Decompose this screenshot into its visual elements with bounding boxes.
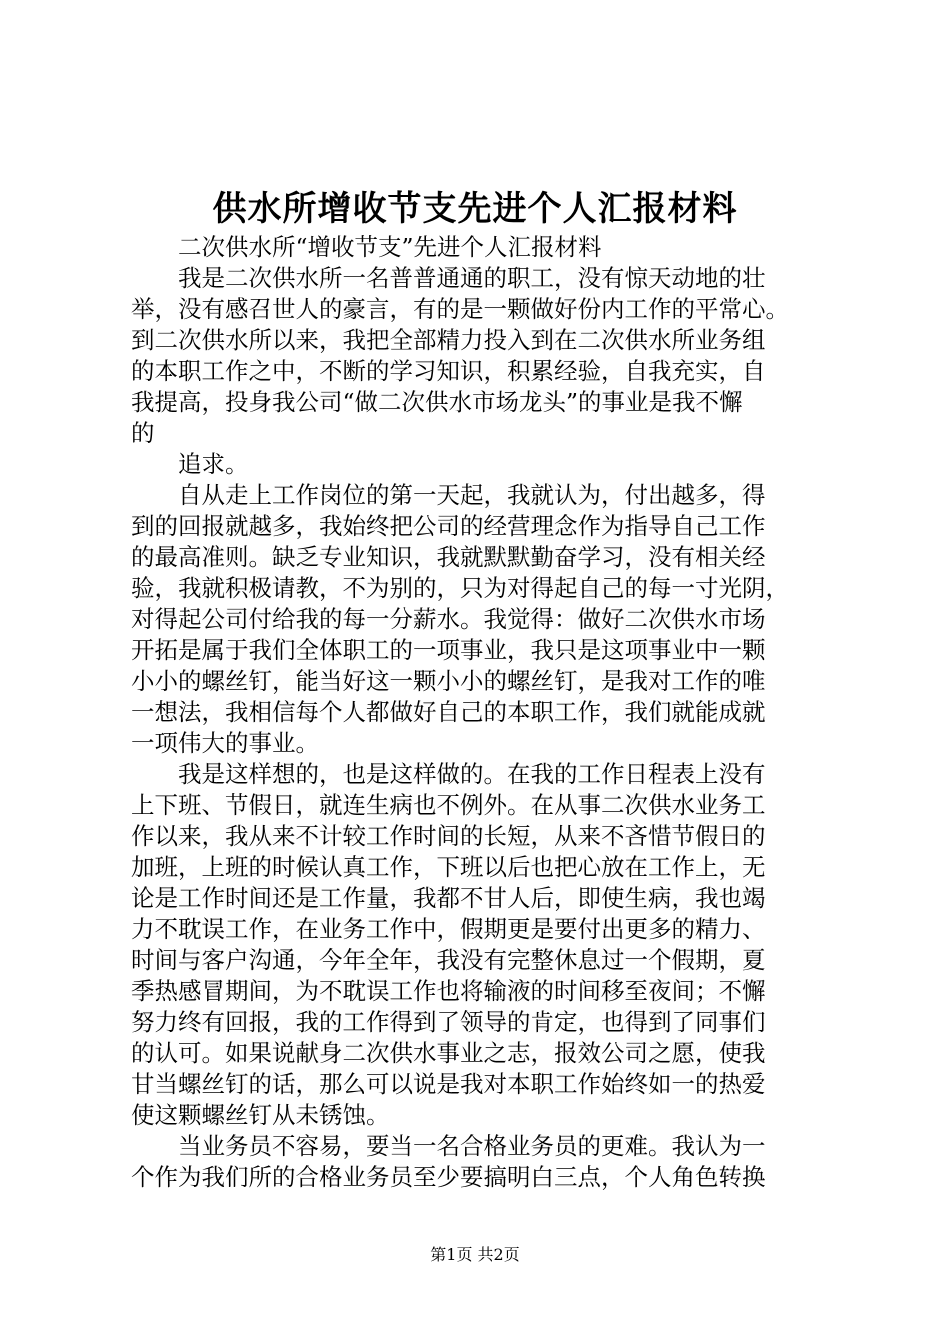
body-line: 开拓是属于我们全体职工的一项事业，我只是这项事业中一颗 <box>131 636 766 664</box>
body-line: 二次供水所“增收节支”先进个人汇报材料 <box>131 233 602 261</box>
body-line: 我是这样想的，也是这样做的。在我的工作日程表上没有 <box>131 760 766 788</box>
body-line: 上下班、节假日，就连生病也不例外。在从事二次供水业务工 <box>131 791 766 819</box>
page-number-footer: 第1页 共2页 <box>430 1245 520 1264</box>
document-body <box>131 232 836 1193</box>
body-line: 加班，上班的时候认真工作，下班以后也把心放在工作上，无 <box>131 853 766 881</box>
body-line: 作以来，我从来不计较工作时间的长短，从来不吝惜节假日的 <box>131 822 766 850</box>
body-line: 使这颗螺丝钉从未锈蚀。 <box>131 1101 390 1129</box>
body-line: 的本职工作之中，不断的学习知识，积累经验，自我充实，自 <box>131 357 766 385</box>
body-line: 的 <box>131 419 155 447</box>
body-line: 甘当螺丝钉的话，那么可以说是我对本职工作始终如一的热爱 <box>131 1070 766 1098</box>
body-line: 当业务员不容易，要当一名合格业务员的更难。我认为一 <box>131 1132 766 1160</box>
body-line: 个作为我们所的合格业务员至少要搞明白三点，个人角色转换 <box>131 1163 766 1191</box>
body-line: 季热感冒期间，为不耽误工作也将输液的时间移至夜间；不懈 <box>131 977 766 1005</box>
body-line: 小小的螺丝钉，能当好这一颗小小的螺丝钉，是我对工作的唯 <box>131 667 766 695</box>
body-line: 的最高准则。缺乏专业知识，我就默默勤奋学习，没有相关经 <box>131 543 766 571</box>
body-line: 举，没有感召世人的豪言，有的是一颗做好份内工作的平常心。 <box>131 295 789 323</box>
body-line: 验，我就积极请教，不为别的，只为对得起自己的每一寸光阴， <box>131 574 789 602</box>
body-line: 的认可。如果说献身二次供水事业之志，报效公司之愿，使我 <box>131 1039 766 1067</box>
body-line: 到二次供水所以来，我把全部精力投入到在二次供水所业务组 <box>131 326 766 354</box>
body-line: 我提高，投身我公司“做二次供水市场龙头”的事业是我不懈 <box>131 388 743 416</box>
body-line: 力不耽误工作，在业务工作中，假期更是要付出更多的精力、 <box>131 915 766 943</box>
body-line: 论是工作时间还是工作量，我都不甘人后，即使生病，我也竭 <box>131 884 766 912</box>
body-line: 时间与客户沟通，今年全年，我没有完整休息过一个假期，夏 <box>131 946 766 974</box>
body-line: 努力终有回报，我的工作得到了领导的肯定，也得到了同事们 <box>131 1008 766 1036</box>
body-line: 一项伟大的事业。 <box>131 729 319 757</box>
body-line: 我是二次供水所一名普普通通的职工，没有惊天动地的壮 <box>131 264 766 292</box>
body-line: 到的回报就越多，我始终把公司的经营理念作为指导自己工作 <box>131 512 766 540</box>
body-line: 自从走上工作岗位的第一天起，我就认为，付出越多，得 <box>131 481 766 509</box>
body-line: 对得起公司付给我的每一分薪水。我觉得：做好二次供水市场 <box>131 605 766 633</box>
body-line: 追求。 <box>131 450 249 478</box>
body-line: 一想法，我相信每个人都做好自己的本职工作，我们就能成就 <box>131 698 766 726</box>
document-title: 供水所增收节支先进个人汇报材料 <box>212 189 738 229</box>
